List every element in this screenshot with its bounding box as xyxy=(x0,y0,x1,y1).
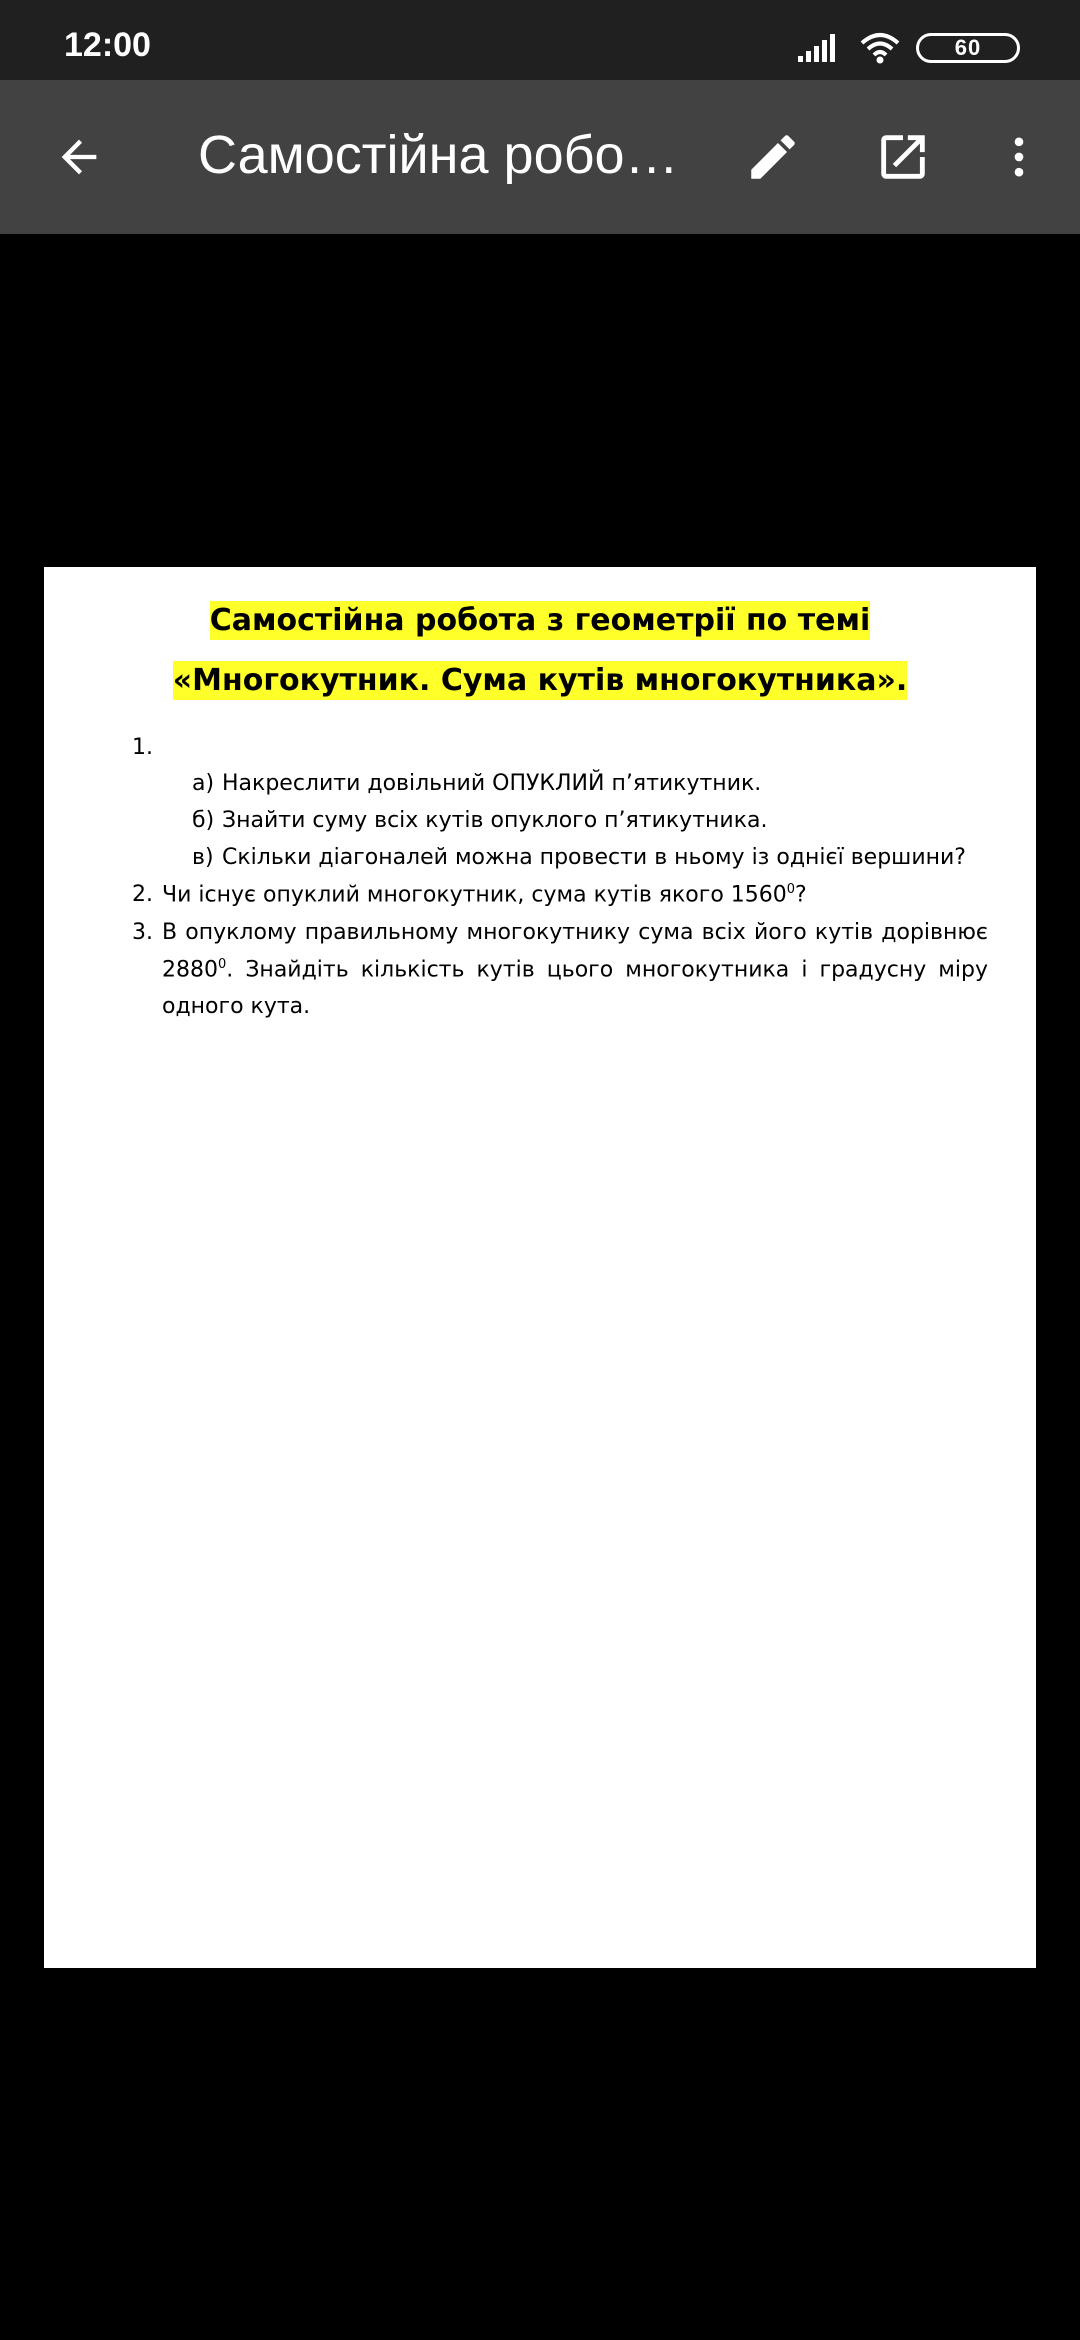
doc-heading-line2-text: «Многокутник. Сума кутів многокутника». xyxy=(172,663,908,698)
status-icons xyxy=(798,30,1020,66)
item-1b-text: Знайти суму всіх кутів опуклого п’ятикутника. xyxy=(222,808,768,833)
signal-icon xyxy=(798,34,838,62)
doc-heading-line2 xyxy=(44,663,1036,698)
battery-icon xyxy=(916,33,1020,63)
item-3-degree: 0 xyxy=(218,957,227,972)
more-options-button[interactable] xyxy=(984,122,1054,192)
open-in-new-icon xyxy=(874,128,932,186)
document-page[interactable] xyxy=(44,567,1036,1968)
edit-button[interactable] xyxy=(738,122,808,192)
doc-heading-line1 xyxy=(44,603,1036,638)
item-1b-marker: б) xyxy=(192,808,215,833)
item-3-value: 2880 xyxy=(162,957,218,983)
more-vert-icon xyxy=(993,131,1045,183)
item-2-degree: 0 xyxy=(786,882,796,897)
item-1-number: 1. xyxy=(132,735,153,760)
item-2-body: Чи існує опуклий многокутник, сума кутів якого 1560 xyxy=(162,882,787,908)
app-bar xyxy=(0,80,1080,234)
status-time: 12:00 xyxy=(64,26,151,64)
item-3-line2-rest: . Знайдіть кількість кутів цього многокутника і градусну міру xyxy=(226,957,988,983)
item-1a-marker: а) xyxy=(192,771,215,796)
battery-level: 60 xyxy=(954,35,982,60)
doc-heading-line1-text: Самостійна робота з геометрії по темі xyxy=(209,603,871,638)
item-2-number: 2. xyxy=(132,882,153,907)
open-in-new-button[interactable] xyxy=(868,122,938,192)
item-3-number: 3. xyxy=(132,920,153,945)
item-2-end: ? xyxy=(795,882,807,908)
item-1a-text: Накреслити довільний ОПУКЛИЙ п’ятикутник. xyxy=(222,771,762,796)
wifi-icon xyxy=(860,32,900,64)
item-1c-marker: в) xyxy=(192,845,214,870)
back-button[interactable] xyxy=(44,122,114,192)
item-3-line3: одного кута. xyxy=(162,994,311,1019)
item-3-line2 xyxy=(162,957,988,982)
document-title: Самостійна робо… xyxy=(198,125,679,185)
item-1c-text: Скільки діагоналей можна провести в ньому із однієї вершини? xyxy=(222,845,966,870)
arrow-back-icon xyxy=(53,131,105,183)
item-3-line1: В опуклому правильному многокутнику сума всіх його кутів дорівнює xyxy=(162,920,988,945)
pencil-icon xyxy=(744,128,802,186)
status-bar xyxy=(0,0,1080,80)
item-2-text xyxy=(162,882,807,907)
